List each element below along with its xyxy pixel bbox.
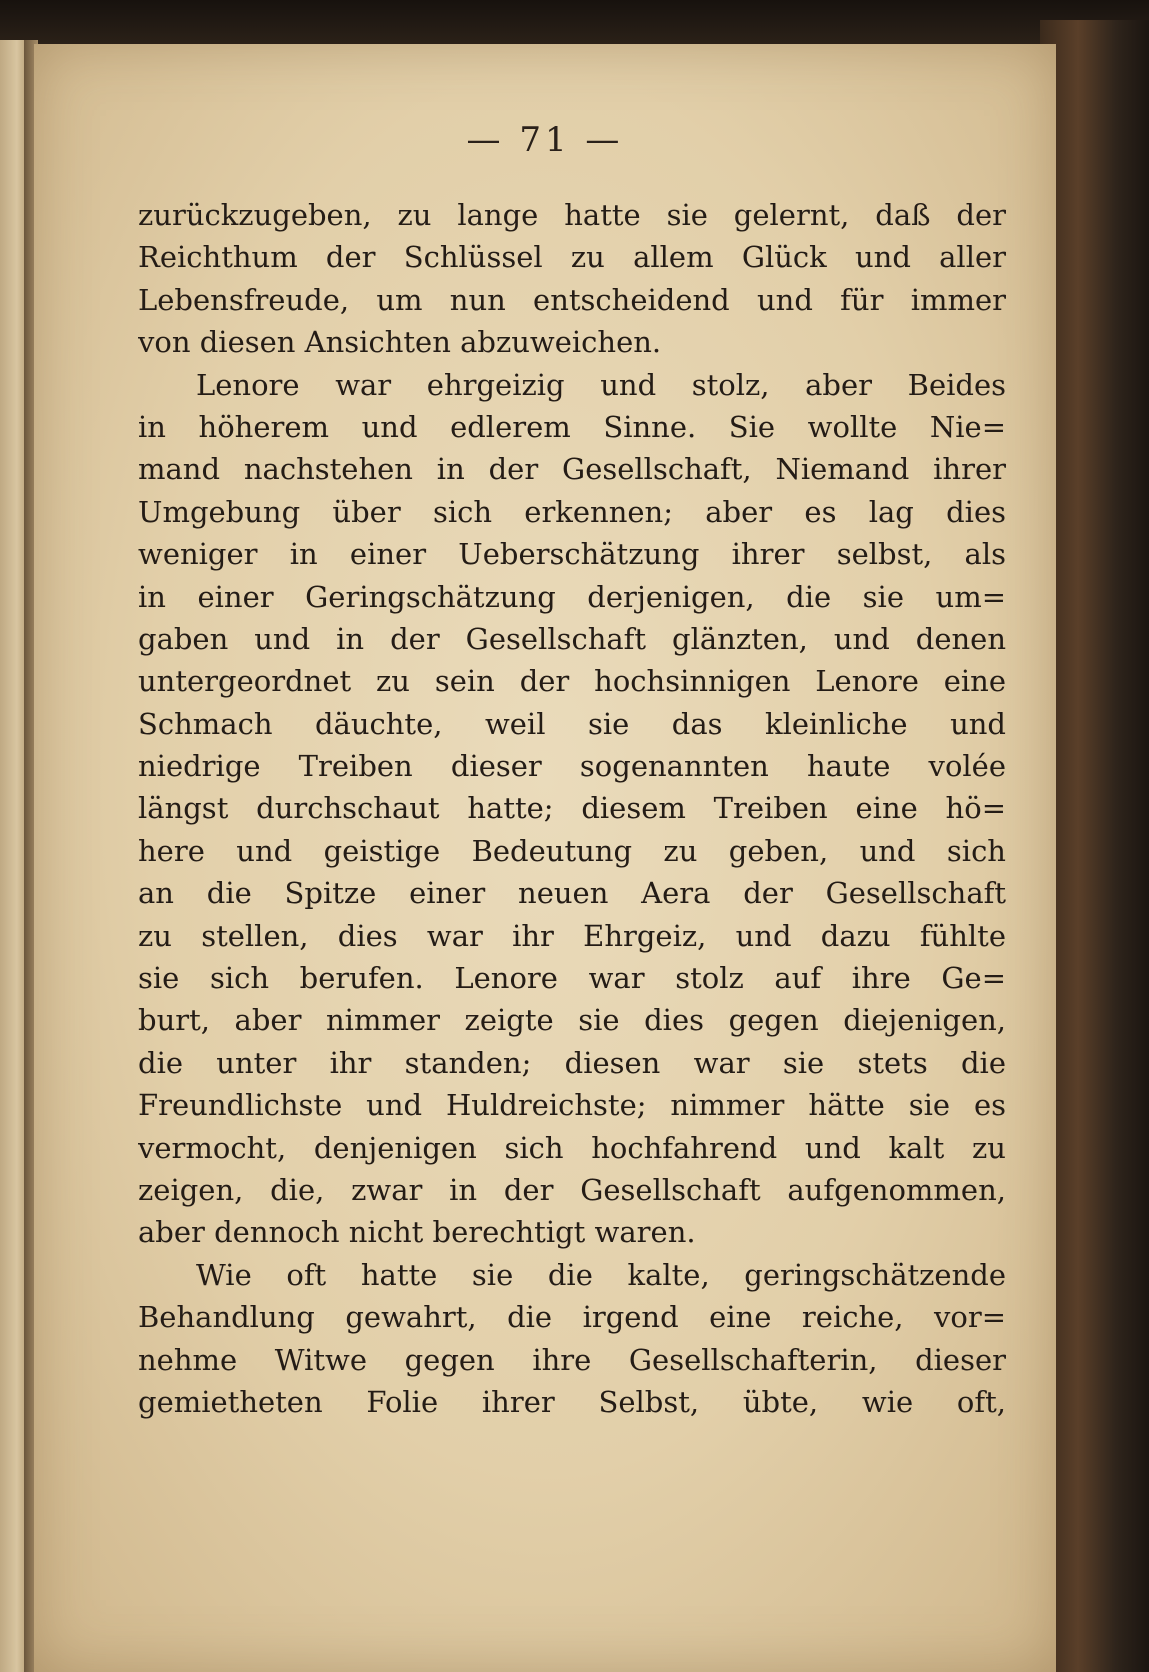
text-line: Behandlung gewahrt, die irgend eine reiche, vor= bbox=[138, 1300, 1006, 1335]
text-line: zu stellen, dies war ihr Ehrgeiz, und dazu fühlte bbox=[138, 918, 1006, 953]
text-line: burt, aber nimmer zeigte sie dies gegen diejenigen, bbox=[138, 1003, 1006, 1038]
text-line: Reichthum der Schlüssel zu allem Glück und aller bbox=[138, 240, 1006, 275]
text-line: zurückzugeben, zu lange hatte sie gelernt, daß der bbox=[138, 198, 1006, 232]
text-line: aber dennoch nicht berechtigt waren. bbox=[138, 1215, 696, 1250]
text-line: an die Spitze einer neuen Aera der Gesellschaft bbox=[138, 876, 1006, 911]
text-line: gaben und in der Gesellschaft glänzten, und denen bbox=[138, 621, 1006, 656]
text-line: gemietheten Folie ihrer Selbst, übte, wie oft, bbox=[138, 1384, 1006, 1419]
text-line: vermocht, denjenigen sich hochfahrend und kalt zu bbox=[138, 1130, 1006, 1165]
body-text bbox=[138, 194, 1006, 1423]
text-line: in einer Geringschätzung derjenigen, die sie um= bbox=[138, 579, 1006, 614]
text-line: Umgebung über sich erkennen; aber es lag dies bbox=[138, 494, 1006, 529]
text-line: Lenore war ehrgeizig und stolz, aber Beides bbox=[196, 367, 1006, 402]
text-line: here und geistige Bedeutung zu geben, und sich bbox=[138, 833, 1006, 868]
text-line: weniger in einer Ueberschätzung ihrer selbst, als bbox=[138, 537, 1006, 572]
text-line: von diesen Ansichten abzuweichen. bbox=[138, 325, 662, 360]
text-line: Freundlichste und Huldreichste; nimmer hätte sie es bbox=[138, 1088, 1006, 1123]
text-line: längst durchschaut hatte; diesem Treiben eine hö= bbox=[138, 791, 1006, 826]
book-cover-top bbox=[0, 0, 1149, 46]
page-number: — 71 — bbox=[466, 120, 624, 160]
text-line: zeigen, die, zwar in der Gesellschaft aufgenommen, bbox=[138, 1172, 1006, 1207]
text-line: die unter ihr standen; diesen war sie stets die bbox=[138, 1045, 1006, 1080]
text-line: Lebensfreude, um nun entscheidend und für immer bbox=[138, 282, 1006, 317]
text-line: sie sich berufen. Lenore war stolz auf ihre Ge= bbox=[138, 961, 1006, 996]
text-line: Wie oft hatte sie die kalte, geringschätzende bbox=[196, 1257, 1006, 1292]
text-line: mand nachstehen in der Gesellschaft, Niemand ihrer bbox=[138, 452, 1006, 487]
text-line: niedrige Treiben dieser sogenannten haute volée bbox=[138, 749, 1006, 784]
book-page bbox=[34, 44, 1056, 1672]
text-line: Schmach däuchte, weil sie das kleinliche und bbox=[138, 706, 1006, 741]
text-line: in höherem und edlerem Sinne. Sie wollte Nie= bbox=[138, 409, 1006, 444]
text-line: untergeordnet zu sein der hochsinnigen Lenore eine bbox=[138, 664, 1006, 699]
book-cover-edge bbox=[1040, 20, 1149, 1672]
text-line: nehme Witwe gegen ihre Gesellschafterin, dieser bbox=[138, 1342, 1006, 1377]
